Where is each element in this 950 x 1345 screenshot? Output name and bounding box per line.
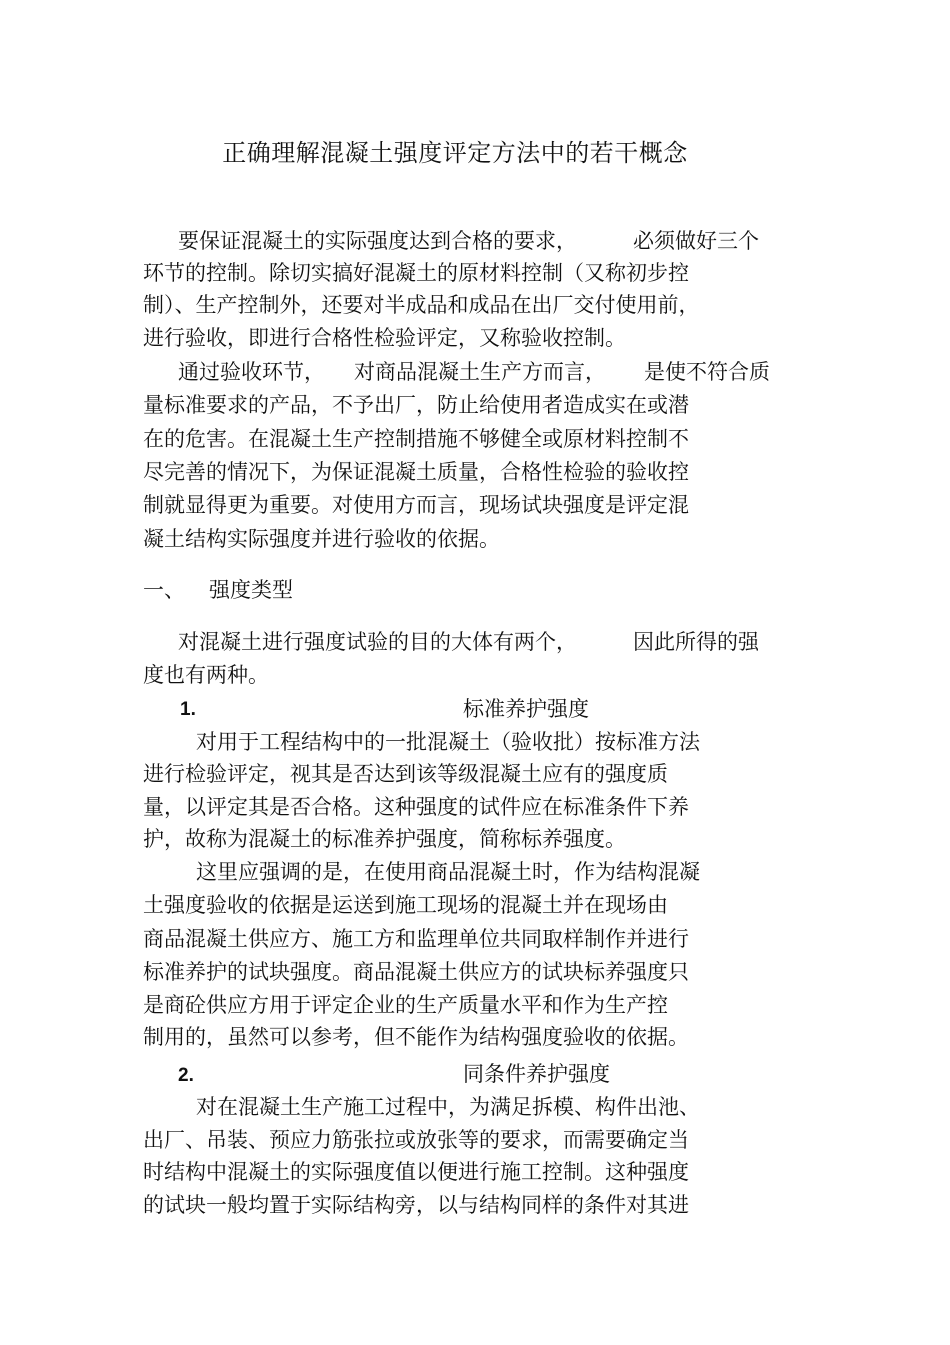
paragraph-line: 凝土结构实际强度并进行验收的依据。 [143,527,500,551]
page-title: 正确理解混凝土强度评定方法中的若干概念 [222,139,688,167]
text-segment: 是使不符合质 [644,360,770,384]
item-heading: 标准养护强度 [463,697,589,721]
paragraph-line: 对用于工程结构中的一批混凝土（验收批）按标准方法 [196,730,700,754]
section-heading [143,575,293,605]
text-segment: 因此所得的强 [633,630,759,654]
paragraph-line: 量标准要求的产品，不予出厂，防止给使用者造成实在或潜 [143,393,689,417]
paragraph-line: 环节的控制。除切实搞好混凝土的原材料控制（又称初步控 [143,261,689,285]
item-heading: 同条件养护强度 [463,1062,610,1086]
paragraph-line: 量，以评定其是否合格。这种强度的试件应在标准条件下养 [143,795,689,819]
paragraph-line: 商品混凝土供应方、施工方和监理单位共同取样制作并进行 [143,927,689,951]
paragraph-line: 标准养护的试块强度。商品混凝土供应方的试块标养强度只 [143,960,689,984]
paragraph-line: 进行验收，即进行合格性检验评定，又称验收控制。 [143,326,626,350]
paragraph-line: 是商砼供应方用于评定企业的生产质量水平和作为生产控 [143,993,668,1017]
text-segment: 必须做好三个 [633,229,759,253]
paragraph-line: 在的危害。在混凝土生产控制措施不够健全或原材料控制不 [143,427,689,451]
paragraph-line: 护，故称为混凝土的标准养护强度，简称标养强度。 [143,827,626,851]
paragraph-line [178,226,759,256]
paragraph-line: 的试块一般均置于实际结构旁，以与结构同样的条件对其进 [143,1193,689,1217]
text-segment: 要保证混凝土的实际强度达到合格的要求， [178,229,577,253]
section-title: 强度类型 [209,578,293,602]
paragraph-line: 时结构中混凝土的实际强度值以便进行施工控制。这种强度 [143,1160,689,1184]
paragraph-line: 制用的，虽然可以参考，但不能作为结构强度验收的依据。 [143,1025,689,1049]
paragraph-line: 尽完善的情况下，为保证混凝土质量，合格性检验的验收控 [143,460,689,484]
item-number: 1. [180,699,196,720]
paragraph-line: 进行检验评定，视其是否达到该等级混凝土应有的强度质 [143,762,668,786]
text-segment: 通过验收环节， [178,360,325,384]
item-number: 2. [178,1065,194,1086]
section-number: 一、 [143,578,185,602]
paragraph-line: 度也有两种。 [143,663,269,687]
paragraph-line: 出厂、吊装、预应力筋张拉或放张等的要求，而需要确定当 [143,1128,689,1152]
text-segment: 对混凝土进行强度试验的目的大体有两个， [178,630,577,654]
paragraph-line [178,357,770,387]
paragraph-line: 这里应强调的是，在使用商品混凝土时，作为结构混凝 [196,860,700,884]
paragraph-line: 制就显得更为重要。对使用方而言，现场试块强度是评定混 [143,493,689,517]
text-segment: 对商品混凝土生产方而言， [354,360,606,384]
paragraph-line: 对在混凝土生产施工过程中，为满足拆模、构件出池、 [196,1095,700,1119]
paragraph-line: 土强度验收的依据是运送到施工现场的混凝土并在现场由 [143,893,668,917]
paragraph-line: 制）、生产控制外，还要对半成品和成品在出厂交付使用前， [143,293,700,317]
paragraph-line [178,627,759,657]
